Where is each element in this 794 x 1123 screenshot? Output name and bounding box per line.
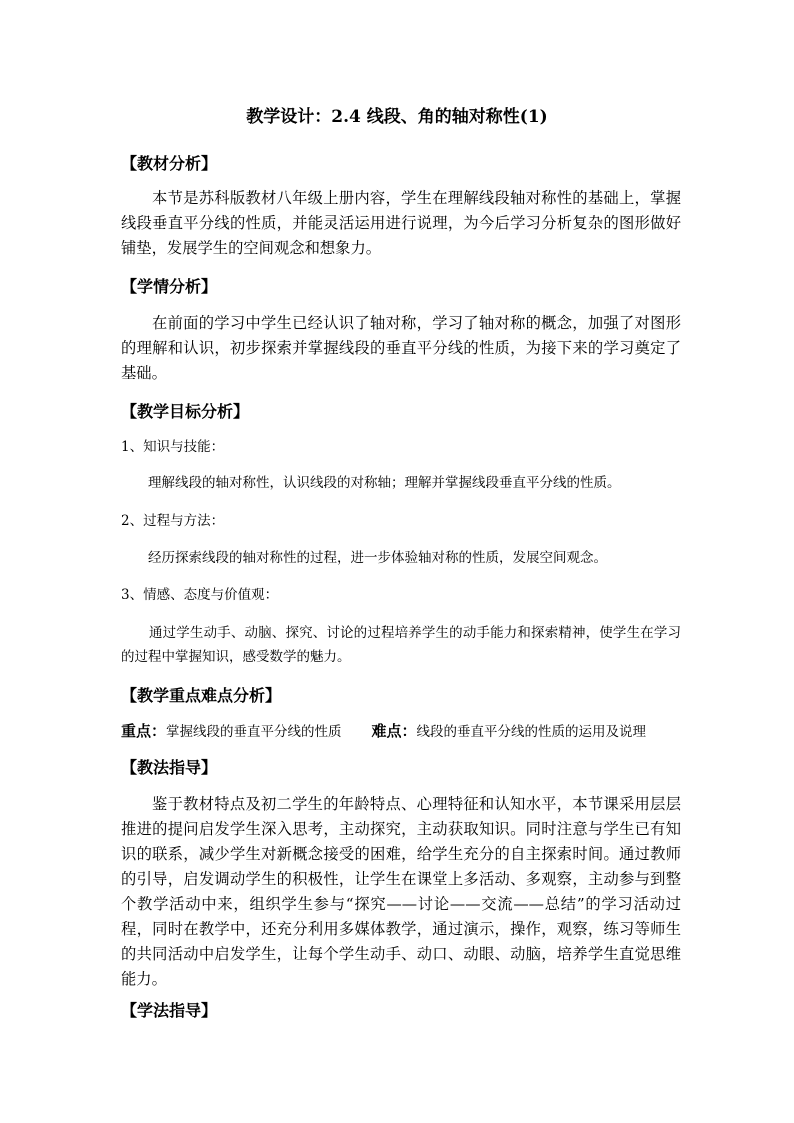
objective-2-label: 2、过程与方法： xyxy=(121,513,225,529)
objective-3-text: 通过学生动手、动脑、探究、讨论的过程培养学生的动手能力和探索精神，使学生在学习的过程中掌握知识，感受数学的魅力。 xyxy=(121,625,681,665)
textbook-analysis-body: 本节是苏科版教材八年级上册内容，学生在理解线段轴对称性的基础上，掌握线段垂直平分线的性质，并能灵活运用进行说理，为今后学习分析复杂的图形做好铺垫，发展学生的空间观念和想象力。 xyxy=(121,189,681,257)
teaching-method-heading: 【教法指导】 xyxy=(121,758,218,777)
key-points-heading: 【教学重点难点分析】 xyxy=(121,686,282,705)
teaching-method-body: 鉴于教材特点及初二学生的年龄特点、心理特征和认知水平，本节课采用层层推进的提问启发学生深入思考，主动探究，主动获取知识。同时注意与学生已有知识的联系，减少学生对新概念接受的困难，给学生充分的自主探索时间。通过教师的引导，启发调动学生的积极性，让学生在课堂上多活动、多观察，主动参与到整个教学活动中来，组织学生参与“探究——讨论——交流——总结”的学习活动过程，同时在教学中，还充分利用多媒体教学，通过演示，操作，观察，练习等师生的共同活动中启发学生，让每个学生动手、动口、动眼、动脑，培养学生直觉思维能力。 xyxy=(121,795,681,988)
key-points-row xyxy=(121,721,646,742)
objective-1-text: 理解线段的轴对称性，认识线段的对称轴；理解并掌握线段垂直平分线的性质。 xyxy=(148,475,621,491)
student-analysis-body: 在前面的学习中学生已经认识了轴对称，学习了轴对称的概念，加强了对图形的理解和认识，初步探索并掌握线段的垂直平分线的性质，为接下来的学习奠定了基础。 xyxy=(121,314,681,382)
key-label: 重点： xyxy=(121,722,167,740)
document-title: 教学设计：2.4 线段、角的轴对称性(1) xyxy=(246,107,548,127)
difficulty-label: 难点： xyxy=(371,722,417,740)
student-analysis-heading: 【学情分析】 xyxy=(121,277,218,296)
objectives-heading: 【教学目标分析】 xyxy=(121,402,250,421)
objective-1-label: 1、知识与技能： xyxy=(121,439,225,455)
objective-2-text: 经历探索线段的轴对称性的过程，进一步体验轴对称的性质，发展空间观念。 xyxy=(148,550,607,566)
learning-method-heading: 【学法指导】 xyxy=(121,1001,218,1020)
objective-3-label: 3、情感、态度与价值观： xyxy=(121,587,279,603)
textbook-analysis-heading: 【教材分析】 xyxy=(121,154,218,173)
key-text: 掌握线段的垂直平分线的性质 xyxy=(166,724,342,740)
difficulty-text: 线段的垂直平分线的性质的运用及说理 xyxy=(416,724,647,740)
